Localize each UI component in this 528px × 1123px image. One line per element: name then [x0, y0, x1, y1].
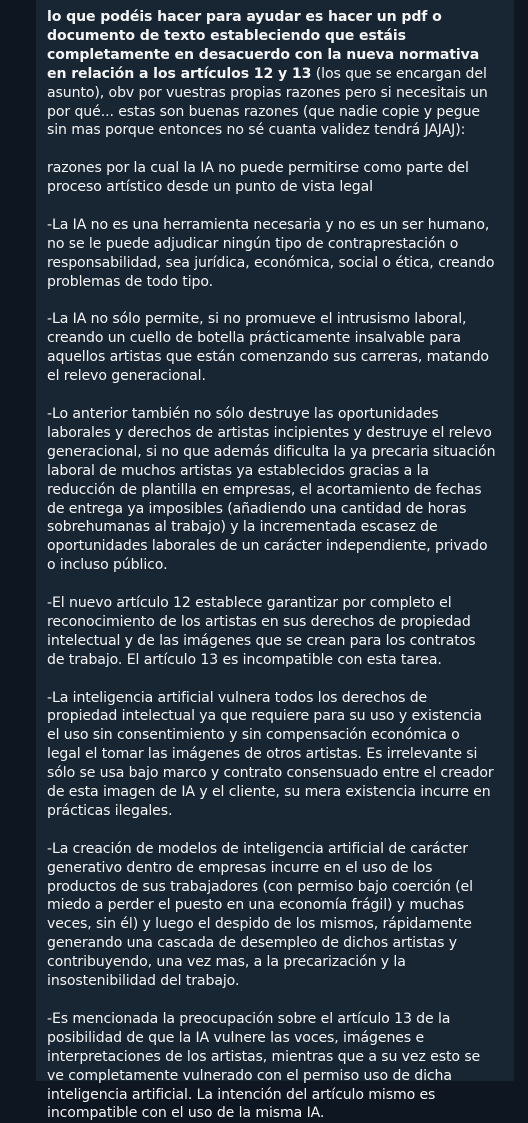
- intro-bold-text: lo que podéis hacer para ayudar es hacer un pdf o documento de texto estableciendo que estáis completamente en desacuerdo con la nueva normativa en relación a los artículos 12 y 13: [47, 9, 480, 82]
- reason-paragraph: -La IA no sólo permite, si no promueve el intrusismo laboral, creando un cuello de botella prácticamente insalvable para aquellos artistas que están comenzando sus carreras, matando el relevo generacional.: [47, 311, 489, 385]
- intro-rest-text: (los que se encargan del asunto), obv por vuestras propias razones pero si necesitais un por qué... estas son buenas razones (que nadie copie y pegue sin mas porque entonces no sé cuanta validez tendrá JAJAJ):: [47, 65, 488, 139]
- reason-paragraph: -El nuevo artículo 12 establece garantizar por completo el reconocimiento de los artistas en sus derechos de propiedad intelectual y de las imágenes que se crean para los contratos de trabajo. El artículo 13 es incompatible con esta tarea.: [47, 595, 476, 668]
- reason-paragraph: -La inteligencia artificial vulnera todos los derechos de propiedad intelectual ya que requiere para su uso y existencia el uso sin consentimiento y sin compensación económica o legal el tomar las imágenes de otros artistas. Es irrelevante si sólo se usa bajo marco y contrato consensuado entre el creador de esta imagen de IA y el cliente, su mera existencia incurre en prácticas ilegales.: [47, 689, 494, 819]
- intro-paragraph: [47, 8, 496, 140]
- reasons-heading: razones por la cual la IA no puede permitirse como parte del proceso artístico desde un punto de vista legal: [47, 160, 469, 196]
- message-bubble: [36, 0, 514, 1122]
- reason-paragraph: -La creación de modelos de inteligencia artificial de carácter generativo dentro de empresas incurre en el uso de los productos de sus trabajadores (con permiso bajo coerción (el miedo a perder el puesto en una economía frágil) y muchas veces, sin él) y luego el despido de los mismos, rápidamente generando una cascada de desempleo de dichos artistas y contribuyendo, una vez mas, a la precarización y la insostenibilidad del trabajo.: [47, 840, 473, 990]
- reason-paragraph: -Lo anterior también no sólo destruye las oportunidades laborales y derechos de artistas incipientes y destruye el relevo generacional, si no que además dificulta la ya precaria situación laboral de muchos artistas ya establecidos gracias a la reducción de plantilla en empresas, el acortamiento de fechas de entrega ya imposibles (añadiendo una cantidad de horas sobrehumanas al trabajo) y la incrementada escasez de oportunidades laborales de un carácter independiente, privado o incluso público.: [47, 405, 496, 574]
- reason-paragraph: -La IA no es una herramienta necesaria y no es un ser humano, no se le puede adjudicar ningún tipo de contraprestación o responsabilidad, sea jurídica, económica, social o ética, creando problemas de todo tipo.: [47, 216, 495, 290]
- reason-paragraph: -Es mencionada la preocupación sobre el artículo 13 de la posibilidad de que la IA vulnere las voces, imágenes e interpretaciones de los artistas, mientras que a su vez esto se ve completamente vulnerado con el permiso uso de dicha inteligencia artificial. La intención del artículo mismo es incompatible con el uso de la misma IA.: [47, 1010, 481, 1122]
